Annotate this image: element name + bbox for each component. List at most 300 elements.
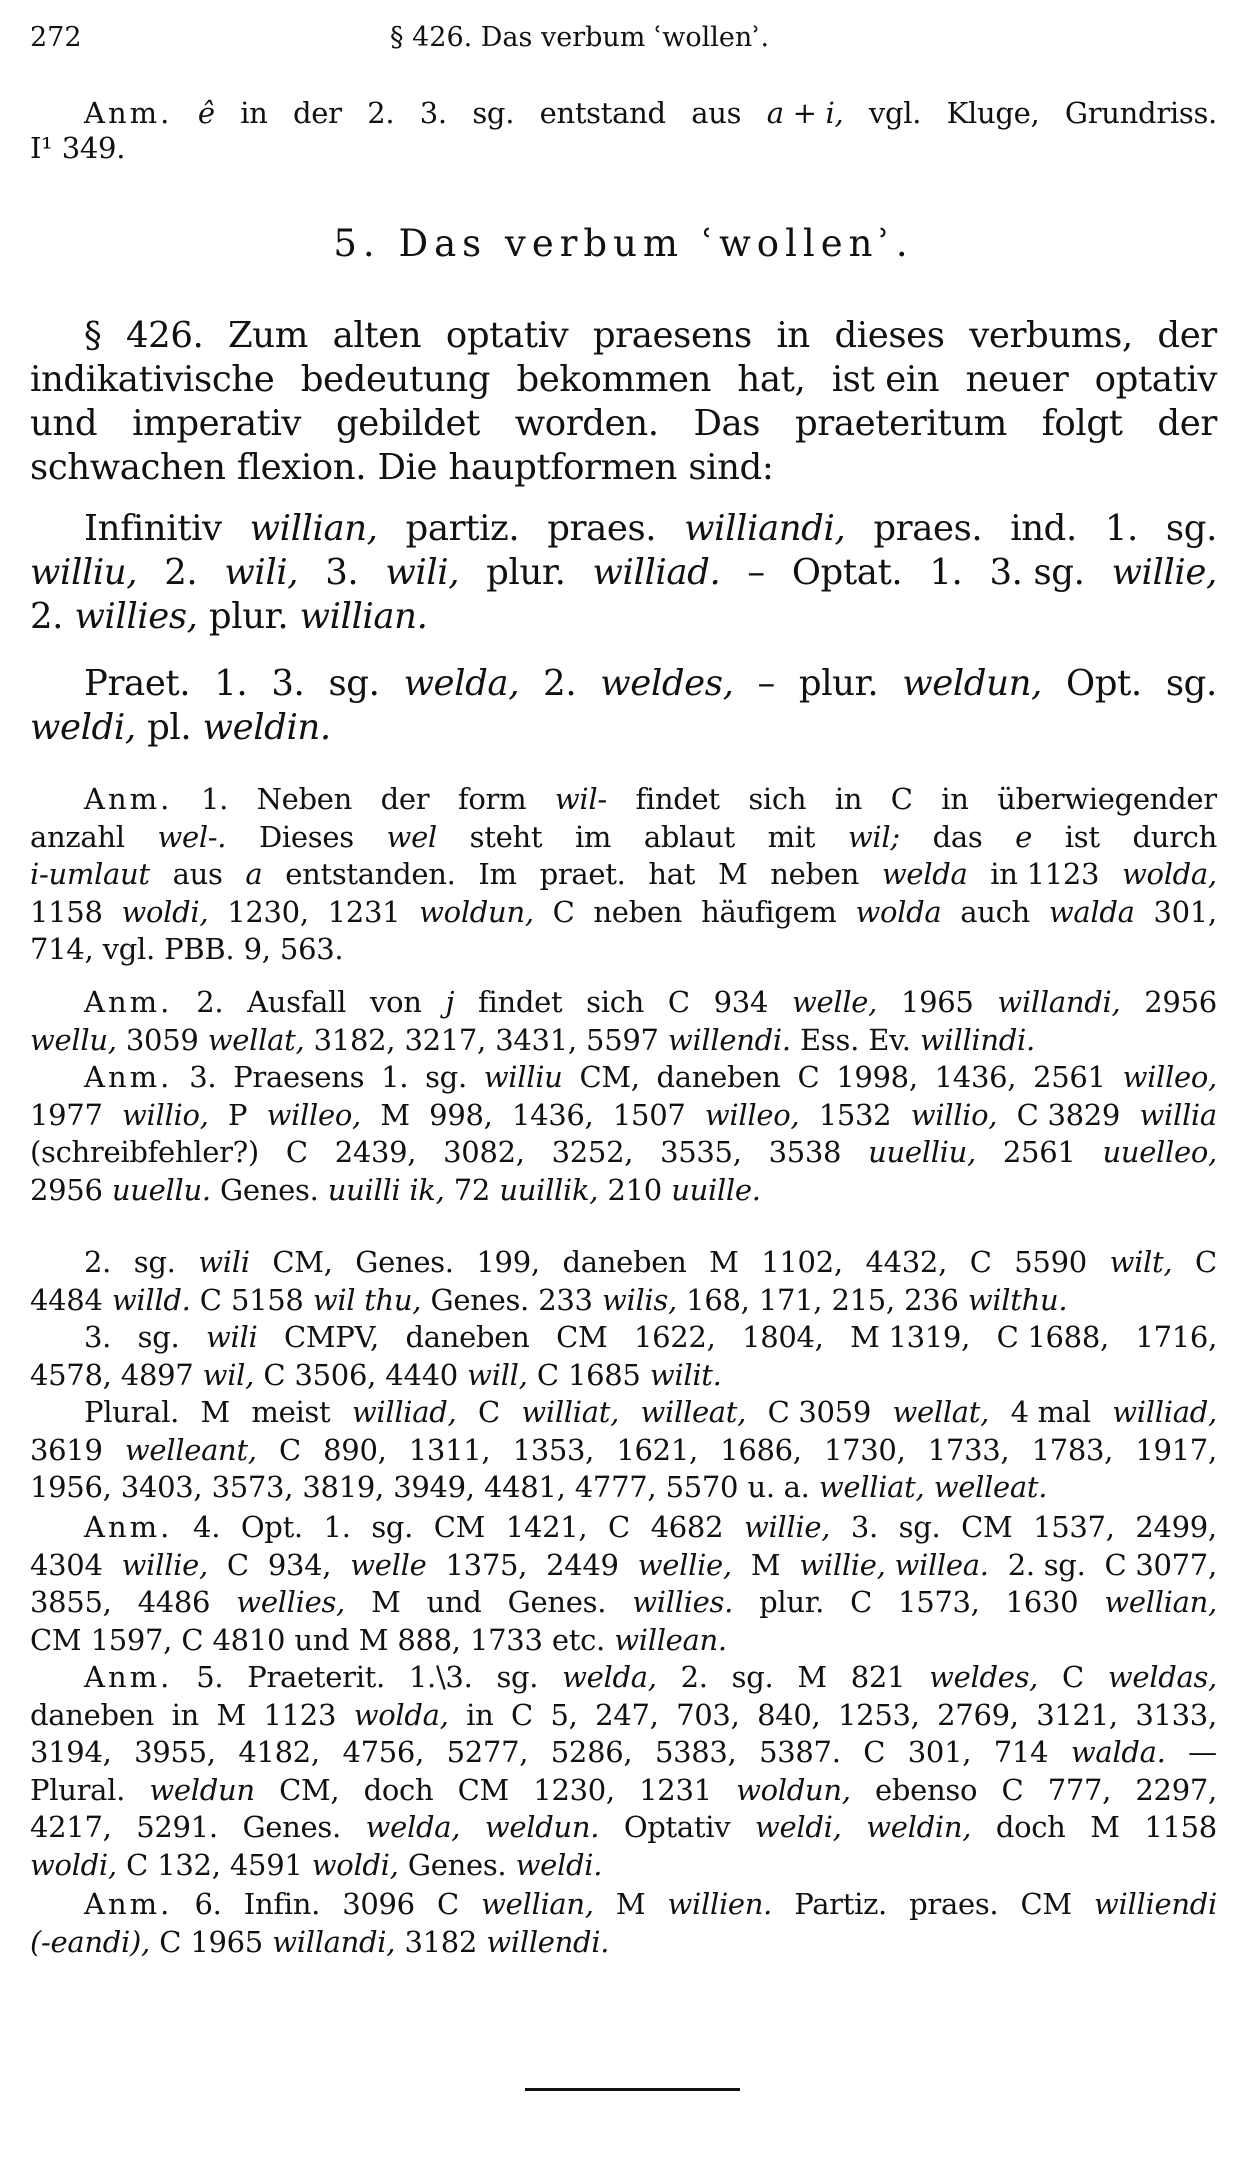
word: entstanden. (285, 857, 456, 891)
word: C (552, 894, 575, 929)
word: Opt. (240, 1510, 303, 1544)
italic-word: williad. (592, 552, 721, 593)
word: 5597 (586, 1022, 659, 1057)
italic-word: willies, (74, 596, 198, 637)
word: ind. (1010, 508, 1077, 549)
word: 1685 (567, 1357, 641, 1392)
word: C (608, 1510, 630, 1544)
word: 4432, (865, 1245, 947, 1279)
italic-word: ê (197, 96, 215, 130)
word: 426. (125, 315, 204, 356)
word: Partiz. (794, 1887, 887, 1921)
text-line (84, 1060, 1217, 1094)
word: 3431, (495, 1022, 577, 1057)
word: 301, (907, 1735, 972, 1769)
word: 840, (757, 1697, 821, 1732)
word: 1.\3. (408, 1660, 473, 1694)
word: daneben (30, 1697, 154, 1732)
word: 3619 (30, 1432, 103, 1467)
word: der (293, 96, 342, 130)
word: 563. (279, 932, 344, 966)
text-line (30, 1135, 1217, 1169)
word: 236 (904, 1282, 959, 1317)
word: findet (478, 985, 563, 1019)
running-title: § 426. Das verbum ʿwollenʾ. (390, 22, 770, 53)
word: PBB. (164, 932, 235, 966)
word: 1436, (511, 1097, 594, 1132)
word: 4217, (30, 1810, 112, 1844)
word: 5, (550, 1697, 578, 1732)
italic-word: welle (350, 1547, 427, 1582)
word: folgt (1041, 403, 1123, 444)
italic-word: weldun (149, 1772, 255, 1807)
text-line (30, 1283, 1217, 1317)
word: 5387. (759, 1735, 841, 1769)
word: und (426, 1585, 482, 1619)
word: M (709, 1245, 739, 1279)
italic-word: welda, (403, 663, 520, 704)
word: 1733 (470, 1622, 543, 1657)
italic-word: weldi, (755, 1810, 842, 1844)
text-line (84, 985, 1217, 1019)
word: Genes. (507, 1585, 607, 1619)
word: 3. (850, 1510, 878, 1544)
word: häufigem (701, 894, 837, 929)
text-line (30, 1548, 1217, 1582)
word: 1573, (898, 1585, 980, 1619)
italic-word: wil, (202, 1357, 255, 1392)
word: sg. (133, 1245, 176, 1279)
word: 3194, (30, 1735, 112, 1769)
word: 714 (993, 1735, 1049, 1769)
italic-word: willendi. (486, 1924, 610, 1959)
word: Praeterit. (247, 1660, 385, 1694)
word: C 1688, (996, 1320, 1109, 1354)
italic-word: weldin, (866, 1810, 972, 1844)
italic-word: woldi, (30, 1847, 117, 1882)
word: neben (770, 857, 859, 891)
word: C (890, 782, 913, 816)
word: worden. (514, 403, 659, 444)
word: C (278, 1432, 301, 1467)
word: 3059 (125, 1022, 199, 1057)
word: 4777, (574, 1470, 657, 1504)
word: 3182, (313, 1022, 396, 1057)
italic-word: a + i, (766, 96, 844, 130)
italic-word: willindi. (919, 1022, 1035, 1057)
word: mit (767, 819, 816, 854)
italic-word: wellian, (1104, 1585, 1217, 1619)
word: neben (593, 894, 683, 929)
italic-word: williu (483, 1060, 563, 1094)
word: 1621, (616, 1432, 698, 1467)
word: 3182 (404, 1924, 478, 1959)
text-line (30, 857, 1217, 891)
italic-word: woldun, (419, 894, 534, 929)
italic-word: wellat, (207, 1022, 305, 1057)
word: 4810 (212, 1622, 286, 1657)
text-line (30, 1470, 1217, 1504)
word: neuer (965, 359, 1069, 400)
word: Optat. (791, 552, 903, 593)
italic-word: willandi, (997, 985, 1121, 1019)
word: (schreibfehler?) (30, 1135, 259, 1169)
word: C (667, 985, 690, 1019)
word: aus (172, 857, 223, 891)
word: sg. (496, 1660, 539, 1694)
word: in (171, 1697, 199, 1732)
word: Dieses (258, 819, 354, 854)
italic-word: wellat, (892, 1395, 990, 1429)
text-line (84, 1395, 1217, 1429)
word: 2. (84, 1245, 112, 1279)
word: plur. (759, 1585, 824, 1619)
italic-word: a (245, 857, 263, 891)
word: 1537, (1033, 1510, 1115, 1544)
italic-word: wilt, (1109, 1245, 1173, 1279)
italic-word: willeo, (1122, 1060, 1217, 1094)
italic-word: williu, (30, 552, 138, 593)
word: CM, (579, 1060, 640, 1094)
word: 1965 (190, 1924, 263, 1959)
word: sg. (472, 96, 515, 130)
word: 3855, (30, 1585, 112, 1619)
word: C 3829 (1016, 1097, 1121, 1132)
word: 9, (243, 932, 271, 966)
italic-word: wolda (855, 894, 942, 929)
word: 199, (476, 1245, 540, 1279)
italic-word: weldin. (202, 707, 331, 748)
word: 1. (929, 552, 963, 593)
word: C (159, 1924, 182, 1959)
italic-word: welda, (365, 1810, 461, 1844)
word: M (615, 1887, 646, 1921)
word: Praet. (84, 663, 191, 704)
word: meist (251, 1395, 331, 1429)
word: 4304 (30, 1547, 103, 1582)
word: Neben (256, 782, 353, 816)
word: hauptformen (448, 447, 677, 488)
italic-word: will, (467, 1357, 528, 1392)
word: 1998, (836, 1060, 918, 1094)
text-line (30, 596, 1217, 637)
text-line (84, 663, 1217, 704)
word: 4440 (385, 1357, 458, 1392)
word: Genes. (220, 1172, 319, 1207)
italic-word: wili (198, 1245, 250, 1279)
word: 210 (607, 1172, 662, 1207)
word: M 1319, (850, 1320, 970, 1354)
text-line (30, 1358, 1217, 1392)
word: C (1062, 1660, 1084, 1694)
word: 3121, (1036, 1697, 1118, 1732)
word: Die (377, 447, 438, 488)
word: sind: (688, 447, 774, 488)
word: u. a. (747, 1470, 810, 1504)
word: 5286, (550, 1735, 633, 1769)
word: 3573, (211, 1470, 294, 1504)
italic-word: uuelleo, (1102, 1135, 1217, 1169)
word: 247, (595, 1697, 659, 1732)
word: M (371, 1585, 401, 1619)
italic-word: weldun, (902, 663, 1042, 704)
word: Grundriss. (1064, 96, 1217, 130)
italic-word: weldun. (484, 1810, 600, 1844)
word: C (850, 1585, 872, 1619)
word: sg. (1165, 508, 1217, 549)
italic-word: willio, (122, 1097, 209, 1132)
word: etc. (551, 1622, 605, 1657)
text-line (84, 1510, 1217, 1544)
italic-word: walda. (1070, 1735, 1166, 1769)
italic-word: wellian, (481, 1887, 594, 1921)
word: 1353, (512, 1432, 595, 1467)
text-line (30, 1773, 1217, 1807)
word: 2. (196, 985, 224, 1019)
word: steht (469, 819, 543, 854)
word: 2. (30, 596, 64, 637)
word: 4682 (650, 1510, 724, 1544)
text-line (30, 1433, 1217, 1467)
word: CM (556, 1320, 608, 1354)
word: CM (961, 1510, 1013, 1544)
word: aus (691, 96, 742, 130)
word: partiz. (405, 508, 520, 549)
word: imperativ (132, 403, 302, 444)
word: sich (586, 985, 645, 1019)
word: CM (457, 1772, 509, 1807)
word: 3. (84, 1320, 112, 1354)
word: 6. (194, 1887, 222, 1921)
word: Ess. (800, 1022, 859, 1057)
word: Das (693, 403, 761, 444)
word: 3949, (393, 1470, 475, 1504)
word: 1783, (1031, 1432, 1114, 1467)
word: M (750, 1547, 781, 1582)
italic-word: weldes, (929, 1660, 1039, 1694)
word: durch (1132, 819, 1217, 854)
italic-word: wellu, (30, 1022, 117, 1057)
italic-word: uuilli ik, (327, 1172, 445, 1207)
text-line (30, 1698, 1217, 1732)
word: 1917, (1135, 1432, 1217, 1467)
text-line (30, 359, 1217, 400)
italic-word: welleant, (124, 1432, 257, 1467)
word: 3403, (120, 1470, 203, 1504)
italic-word: wolda, (1122, 857, 1217, 891)
word: 1158 (1144, 1810, 1217, 1844)
word: Anm. (84, 1060, 173, 1094)
text-line (30, 131, 1217, 165)
word: 821 (850, 1660, 906, 1694)
word: 1965 (900, 985, 974, 1019)
word: das (932, 819, 983, 854)
word: vgl. (102, 932, 155, 966)
word: indikativische (30, 359, 275, 400)
word: 3252, (551, 1135, 634, 1169)
italic-word: willd. (111, 1282, 191, 1317)
word: 777, (1047, 1772, 1112, 1807)
word: 4182, (238, 1735, 320, 1769)
word: der (1157, 315, 1217, 356)
word: praesens (592, 315, 752, 356)
word: plur. (798, 663, 879, 704)
word: Praesens (233, 1060, 365, 1094)
word: Infinitiv (84, 508, 222, 549)
word: 1158 (30, 894, 103, 929)
word: der (1157, 403, 1217, 444)
word: 1956, (30, 1470, 112, 1504)
word: 4578, (30, 1357, 112, 1392)
word: 1. (323, 1510, 351, 1544)
word: sg. (371, 1510, 414, 1544)
word: gebildet (335, 403, 480, 444)
word: in 1123 (990, 857, 1100, 891)
word: auch (960, 894, 1030, 929)
italic-word: willeat, (640, 1395, 747, 1429)
word: 1102, (761, 1245, 843, 1279)
word: CM, (279, 1772, 340, 1807)
word: 215, (831, 1282, 895, 1317)
word: praet. (539, 857, 626, 891)
italic-word: uuillik, (499, 1172, 599, 1207)
word: sg. (1165, 663, 1217, 704)
word: 168, (686, 1282, 750, 1317)
word: sg. (898, 1510, 941, 1544)
word: 5. (196, 1660, 224, 1694)
word: 132, (157, 1847, 221, 1882)
word: C (199, 1282, 222, 1317)
word: 1231 (639, 1772, 712, 1807)
word: Genes. (355, 1245, 454, 1279)
word: 2. (367, 96, 395, 130)
italic-word: willia (1139, 1097, 1217, 1132)
word: 2499, (1135, 1510, 1217, 1544)
word: optativ (445, 315, 569, 356)
word: 3217, (404, 1022, 486, 1057)
italic-word: willie, (1111, 552, 1217, 593)
word: M (717, 857, 748, 891)
text-line (84, 1320, 1217, 1354)
word: plur. (208, 596, 289, 637)
italic-word: willie, (121, 1547, 208, 1582)
word: C (863, 1735, 886, 1769)
italic-word: wil; (847, 819, 900, 854)
word: 3. (271, 663, 305, 704)
word: 1. (1104, 508, 1138, 549)
word: C (1195, 1245, 1217, 1279)
word: doch (995, 1810, 1066, 1844)
text-line (30, 707, 1217, 748)
text-line (84, 315, 1217, 356)
italic-word: wilit. (649, 1357, 722, 1392)
italic-word: willendi. (667, 1022, 791, 1057)
word: Infin. (243, 1887, 321, 1921)
text-line (30, 932, 1217, 966)
italic-word: willie, willea. (799, 1547, 989, 1582)
word: CMPV, (283, 1320, 379, 1354)
word: 2. (164, 552, 198, 593)
word: 4486 (137, 1585, 211, 1619)
word: form (457, 782, 527, 816)
word: I¹ (30, 131, 53, 165)
word: P (227, 1097, 248, 1132)
word: optativ (1094, 359, 1217, 400)
word: 1733, (927, 1432, 1010, 1467)
word: 3. (325, 552, 359, 593)
word: M (200, 1395, 230, 1429)
word: praes. (909, 1887, 999, 1921)
text-line (84, 96, 1217, 130)
word: C (226, 1547, 249, 1582)
word: 2561 (1002, 1135, 1076, 1169)
word: schwachen (30, 447, 226, 488)
word: — (1188, 1735, 1217, 1769)
italic-word: williad, (1112, 1395, 1217, 1429)
word: hat (648, 857, 696, 891)
text-line (30, 1173, 1217, 1207)
word: verbums, (969, 315, 1133, 356)
italic-word: willeo, (266, 1097, 361, 1132)
word: Anm. (84, 1660, 173, 1694)
word: daneben (562, 1245, 687, 1279)
italic-word: welda, (562, 1660, 657, 1694)
word: überwiegender (997, 782, 1217, 816)
italic-word: willean. (614, 1622, 727, 1657)
italic-word: williandi, (684, 508, 846, 549)
word: 171, (758, 1282, 823, 1317)
word: ablaut (643, 819, 735, 854)
word: M (358, 1622, 389, 1657)
word: 1507 (612, 1097, 686, 1132)
word: in (941, 782, 969, 816)
italic-word: weldi. (515, 1847, 603, 1882)
word: sg. (425, 1060, 467, 1094)
word: 4756, (342, 1735, 424, 1769)
italic-word: woldi, (121, 894, 209, 929)
word: im (574, 819, 612, 854)
word: entstand (539, 96, 666, 130)
word: 2769, (937, 1697, 1019, 1732)
word: in (834, 782, 863, 816)
word: – (757, 663, 775, 704)
italic-word: willien. (667, 1887, 773, 1921)
word: und (30, 403, 98, 444)
text-line (30, 552, 1217, 593)
word: C 3077, (1104, 1547, 1217, 1582)
word: Ausfall (247, 985, 347, 1019)
word: 1. (214, 663, 248, 704)
word: Zum (228, 315, 308, 356)
word: 2449 (546, 1547, 619, 1582)
italic-word: wilthu. (967, 1282, 1068, 1317)
text-line (30, 1848, 1217, 1882)
italic-word: weldes, (600, 663, 734, 704)
word: findet (635, 782, 720, 816)
word: Genes. (430, 1282, 529, 1317)
text-line (84, 1660, 1217, 1694)
word: 4591 (229, 1847, 303, 1882)
word: Ev. (868, 1022, 911, 1057)
italic-word: j (445, 985, 455, 1019)
word: 3. sg. (989, 552, 1085, 593)
text-line (84, 782, 1217, 816)
italic-word: (-eandi), (30, 1924, 150, 1959)
italic-word: weldas, (1107, 1660, 1217, 1694)
word: 4897 (120, 1357, 194, 1392)
italic-word: willio, (910, 1097, 998, 1132)
word: C (285, 1135, 308, 1169)
